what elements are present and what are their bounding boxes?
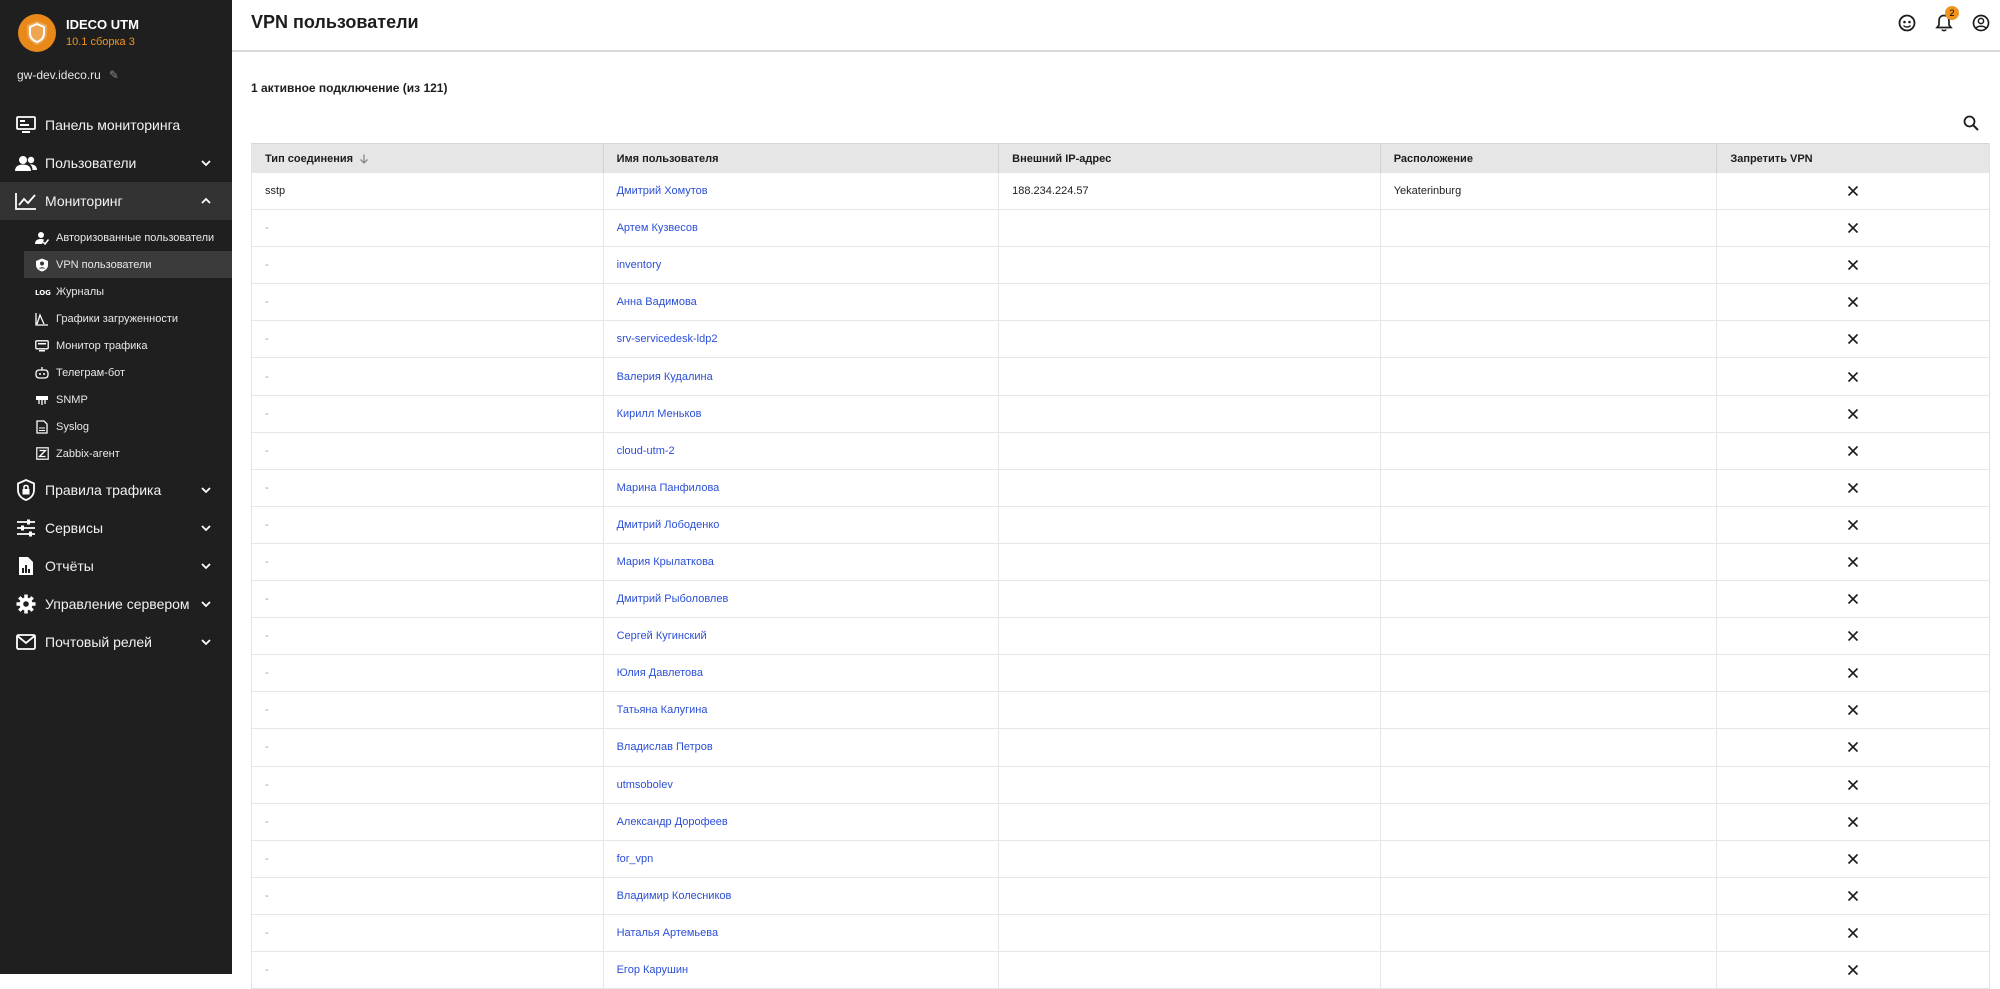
brand[interactable] (18, 14, 139, 52)
svg-text:LOG: LOG (35, 288, 51, 297)
sidebar-item-logs[interactable] (0, 278, 232, 305)
cell-block-vpn (1717, 247, 1989, 283)
cell-location (1381, 210, 1718, 246)
close-icon[interactable] (1847, 519, 1859, 531)
cell-location (1381, 618, 1718, 654)
cell-block-vpn (1717, 915, 1989, 951)
sidebar-item-vpn-users[interactable] (24, 251, 232, 278)
cell-connection-type: - (252, 396, 604, 432)
cell-location: Yekaterinburg (1381, 173, 1718, 209)
cell-block-vpn (1717, 470, 1989, 506)
sidebar (0, 0, 232, 974)
cell-location (1381, 915, 1718, 951)
sidebar-item-load-graphs[interactable] (0, 305, 232, 332)
cell-location (1381, 321, 1718, 357)
table-row (252, 804, 1989, 841)
close-icon[interactable] (1847, 296, 1859, 308)
search-icon[interactable] (1962, 114, 1980, 132)
cell-external-ip (999, 247, 1381, 283)
close-icon[interactable] (1847, 630, 1859, 642)
sidebar-nav (0, 106, 232, 661)
column-header-connection-type[interactable] (252, 144, 604, 173)
column-header-username[interactable] (604, 144, 1000, 173)
cell-username-link[interactable]: cloud-utm-2 (604, 433, 1000, 469)
cell-connection-type: - (252, 321, 604, 357)
table-row (252, 470, 1989, 507)
cell-connection-type: - (252, 618, 604, 654)
cell-username-link[interactable]: utmsobolev (604, 767, 1000, 803)
cell-username-link[interactable]: Дмитрий Лободенко (604, 507, 1000, 543)
cell-external-ip (999, 915, 1381, 951)
cell-username-link[interactable]: Дмитрий Рыболовлев (604, 581, 1000, 617)
cell-external-ip (999, 655, 1381, 691)
sidebar-subitem-label: SNMP (56, 393, 88, 406)
cell-location (1381, 507, 1718, 543)
sidebar-item-label: Отчёты (45, 558, 94, 574)
monitor-dashboard-icon (15, 114, 37, 136)
sidebar-item-mail-relay[interactable] (0, 623, 232, 661)
column-header-label: Расположение (1393, 152, 1473, 165)
cell-username-link[interactable]: inventory (604, 247, 1000, 283)
cell-connection-type: - (252, 692, 604, 728)
table-row (252, 321, 1989, 358)
close-icon[interactable] (1847, 333, 1859, 345)
column-header-label: Запретить VPN (1730, 152, 1813, 165)
chevron-down-icon (200, 598, 212, 610)
table-row (252, 284, 1989, 321)
chevron-down-icon (200, 157, 212, 169)
cell-connection-type: - (252, 915, 604, 951)
cell-connection-type: - (252, 470, 604, 506)
table-header (252, 143, 1989, 173)
gear-icon (15, 593, 37, 615)
cell-external-ip (999, 952, 1381, 988)
cell-external-ip (999, 544, 1381, 580)
cell-connection-type: - (252, 581, 604, 617)
cell-location (1381, 767, 1718, 803)
cell-location (1381, 655, 1718, 691)
cell-block-vpn (1717, 767, 1989, 803)
cell-block-vpn (1717, 841, 1989, 877)
sidebar-item-label: Сервисы (45, 520, 104, 536)
cell-external-ip (999, 767, 1381, 803)
cell-username-link[interactable]: Владимир Колесников (604, 878, 1000, 914)
cell-location (1381, 247, 1718, 283)
cell-connection-type: - (252, 878, 604, 914)
cell-connection-type: sstp (252, 173, 604, 209)
sidebar-item-label: Управление сервером (45, 596, 190, 612)
cell-location (1381, 284, 1718, 320)
sidebar-item-label: Почтовый релей (45, 634, 152, 650)
cell-external-ip (999, 841, 1381, 877)
user-check-icon (34, 230, 50, 246)
sidebar-item-dashboard[interactable] (0, 106, 232, 144)
cell-location (1381, 470, 1718, 506)
close-icon[interactable] (1847, 927, 1859, 939)
column-header-label: Тип соединения (265, 152, 354, 165)
cell-block-vpn (1717, 692, 1989, 728)
cell-username-link[interactable]: Артем Кузвесов (604, 210, 1000, 246)
cell-external-ip (999, 729, 1381, 765)
table-row (252, 433, 1989, 470)
close-icon[interactable] (1847, 593, 1859, 605)
sliders-icon (15, 517, 37, 539)
close-icon[interactable] (1847, 853, 1859, 865)
table-body (252, 173, 1989, 989)
close-icon[interactable] (1847, 408, 1859, 420)
report-file-icon (15, 555, 37, 577)
cell-connection-type: - (252, 210, 604, 246)
sidebar-subitem-label: Монитор трафика (56, 339, 148, 352)
cell-username-link[interactable]: Сергей Кугинский (604, 618, 1000, 654)
cell-external-ip (999, 507, 1381, 543)
cell-connection-type: - (252, 284, 604, 320)
column-header-external-ip[interactable] (999, 144, 1381, 173)
table-row (252, 210, 1989, 247)
cell-block-vpn (1717, 396, 1989, 432)
table-row (252, 618, 1989, 655)
edit-pencil-icon[interactable]: ✎ (108, 68, 119, 82)
sidebar-subitem-label: Zabbix-агент (56, 447, 120, 460)
sidebar-item-reports[interactable] (0, 547, 232, 585)
table-row (252, 952, 1989, 989)
header-actions (1881, 8, 1992, 34)
cell-external-ip (999, 804, 1381, 840)
cell-external-ip (999, 396, 1381, 432)
table-row (252, 507, 1989, 544)
cell-username-link[interactable]: Мария Крылаткова (604, 544, 1000, 580)
robot-icon (34, 365, 50, 381)
cell-block-vpn (1717, 952, 1989, 988)
cell-external-ip (999, 618, 1381, 654)
cell-connection-type: - (252, 841, 604, 877)
cell-external-ip (999, 358, 1381, 394)
cell-username-link[interactable]: for_vpn (604, 841, 1000, 877)
cell-external-ip (999, 321, 1381, 357)
cell-connection-type: - (252, 507, 604, 543)
graph-icon (34, 311, 50, 327)
cell-username-link[interactable]: srv-servicedesk-ldp2 (604, 321, 1000, 357)
sidebar-item-traffic-monitor[interactable] (0, 332, 232, 359)
close-icon[interactable] (1847, 259, 1859, 271)
cell-block-vpn (1717, 284, 1989, 320)
column-header-label: Имя пользователя (616, 152, 719, 165)
cell-location (1381, 878, 1718, 914)
table-row (252, 358, 1989, 395)
cell-block-vpn (1717, 804, 1989, 840)
cell-location (1381, 358, 1718, 394)
sidebar-item-users[interactable] (0, 144, 232, 182)
cell-username-link[interactable]: Валерия Кудалина (604, 358, 1000, 394)
column-header-label: Внешний IP-адрес (1012, 152, 1112, 165)
sidebar-subitem-label: Syslog (56, 420, 90, 433)
file-icon (34, 419, 50, 435)
table-row (252, 767, 1989, 804)
network-device-icon (34, 392, 50, 408)
cell-connection-type: - (252, 544, 604, 580)
page-title: VPN пользователи (251, 12, 419, 32)
account-circle-icon[interactable] (1970, 12, 1992, 34)
vpn-users-table (251, 143, 1990, 989)
zabbix-icon (34, 446, 50, 462)
sidebar-item-syslog[interactable] (0, 413, 232, 440)
column-header-block-vpn (1717, 144, 1989, 173)
sort-arrow-down-icon (358, 153, 370, 165)
cell-block-vpn (1717, 321, 1989, 357)
cell-connection-type: - (252, 655, 604, 691)
cell-block-vpn (1717, 358, 1989, 394)
column-header-location[interactable] (1381, 144, 1718, 173)
active-connections-summary: 1 активное подключение (из 121) (251, 81, 448, 95)
shield-lock-icon (15, 479, 37, 501)
notifications-bell-icon[interactable] (1933, 8, 1955, 34)
close-icon[interactable] (1847, 964, 1859, 976)
close-icon[interactable] (1847, 704, 1859, 716)
cell-location (1381, 544, 1718, 580)
cell-block-vpn (1717, 878, 1989, 914)
cell-username-link[interactable]: Наталья Артемьева (604, 915, 1000, 951)
log-icon (34, 284, 50, 300)
sidebar-subitem-label: Графики загруженности (56, 312, 178, 325)
cell-username-link[interactable]: Егор Карушин (604, 952, 1000, 988)
table-row (252, 173, 1989, 210)
table-row (252, 247, 1989, 284)
mail-icon (15, 631, 37, 653)
cell-external-ip (999, 284, 1381, 320)
close-icon[interactable] (1847, 445, 1859, 457)
cell-location (1381, 692, 1718, 728)
sidebar-subitem-label: Авторизованные пользователи (56, 231, 215, 244)
cell-block-vpn (1717, 581, 1989, 617)
monitor-icon (34, 338, 50, 354)
notification-badge: 2 (1945, 6, 1959, 20)
cell-external-ip (999, 581, 1381, 617)
cell-external-ip (999, 210, 1381, 246)
cell-block-vpn (1717, 507, 1989, 543)
cell-location (1381, 729, 1718, 765)
sidebar-item-traffic-rules[interactable] (0, 471, 232, 509)
cell-external-ip (999, 470, 1381, 506)
cell-connection-type: - (252, 952, 604, 988)
chevron-down-icon (200, 636, 212, 648)
close-icon[interactable] (1847, 185, 1859, 197)
close-icon[interactable] (1847, 371, 1859, 383)
sidebar-item-server-management[interactable] (0, 585, 232, 623)
cell-username-link[interactable]: Юлия Давлетова (604, 655, 1000, 691)
cell-connection-type: - (252, 804, 604, 840)
close-icon[interactable] (1847, 482, 1859, 494)
close-icon[interactable] (1847, 816, 1859, 828)
table-row (252, 729, 1989, 766)
cell-location (1381, 581, 1718, 617)
sidebar-subitem-label: VPN пользователи (56, 258, 152, 271)
cell-username-link[interactable]: Дмитрий Хомутов (604, 173, 1000, 209)
chevron-down-icon (200, 560, 212, 572)
cell-username-link[interactable]: Марина Панфилова (604, 470, 1000, 506)
cell-location (1381, 952, 1718, 988)
users-icon (15, 152, 37, 174)
table-row (252, 581, 1989, 618)
sidebar-item-telegram-bot[interactable] (0, 359, 232, 386)
cell-location (1381, 841, 1718, 877)
table-row (252, 878, 1989, 915)
shield-logo-icon (18, 14, 56, 52)
cell-block-vpn (1717, 729, 1989, 765)
cell-block-vpn (1717, 210, 1989, 246)
support-icon[interactable] (1896, 12, 1918, 34)
close-icon[interactable] (1847, 890, 1859, 902)
cell-block-vpn (1717, 433, 1989, 469)
sidebar-item-label: Пользователи (45, 155, 137, 171)
cell-external-ip (999, 878, 1381, 914)
cell-connection-type: - (252, 433, 604, 469)
cell-block-vpn (1717, 173, 1989, 209)
sidebar-item-snmp[interactable] (0, 386, 232, 413)
chart-line-icon (15, 190, 37, 212)
sidebar-subitem-label: Журналы (56, 285, 105, 298)
close-icon[interactable] (1847, 741, 1859, 753)
cell-location (1381, 396, 1718, 432)
table-row (252, 544, 1989, 581)
top-header (232, 0, 2000, 52)
cell-block-vpn (1717, 618, 1989, 654)
table-row (252, 841, 1989, 878)
cell-block-vpn (1717, 655, 1989, 691)
cell-username-link[interactable]: Кирилл Меньков (604, 396, 1000, 432)
cell-external-ip (999, 433, 1381, 469)
sidebar-item-label: Мониторинг (45, 193, 123, 209)
cell-connection-type: - (252, 247, 604, 283)
cell-block-vpn (1717, 544, 1989, 580)
cell-external-ip: 188.234.224.57 (999, 173, 1381, 209)
cell-username-link[interactable]: Татьяна Калугина (604, 692, 1000, 728)
cell-connection-type: - (252, 729, 604, 765)
cell-external-ip (999, 692, 1381, 728)
cell-location (1381, 433, 1718, 469)
cell-location (1381, 804, 1718, 840)
cell-username-link[interactable]: Александр Дорофеев (604, 804, 1000, 840)
close-icon[interactable] (1847, 556, 1859, 568)
hostname-text: gw-dev.ideco.ru (17, 68, 101, 82)
sidebar-item-authorized-users[interactable] (0, 224, 232, 251)
close-icon[interactable] (1847, 779, 1859, 791)
table-row (252, 655, 1989, 692)
cell-connection-type: - (252, 767, 604, 803)
sidebar-item-label: Правила трафика (45, 482, 162, 498)
hostname (17, 68, 119, 82)
sidebar-subitem-label: Телеграм-бот (56, 366, 126, 379)
chevron-up-icon (200, 195, 212, 207)
vpn-shield-user-icon (34, 257, 50, 273)
chevron-down-icon (200, 522, 212, 534)
cell-username-link[interactable]: Владислав Петров (604, 729, 1000, 765)
brand-version: 10.1 сборка 3 (66, 36, 135, 48)
cell-username-link[interactable]: Анна Вадимова (604, 284, 1000, 320)
table-row (252, 692, 1989, 729)
chevron-down-icon (200, 484, 212, 496)
sidebar-item-label: Панель мониторинга (45, 117, 181, 133)
table-row (252, 396, 1989, 433)
sidebar-item-monitoring[interactable] (0, 182, 232, 220)
brand-name: IDECO UTM (66, 17, 139, 32)
close-icon[interactable] (1847, 222, 1859, 234)
close-icon[interactable] (1847, 667, 1859, 679)
monitoring-submenu (0, 220, 232, 471)
sidebar-item-services[interactable] (0, 509, 232, 547)
table-row (252, 915, 1989, 952)
cell-connection-type: - (252, 358, 604, 394)
sidebar-item-zabbix[interactable] (0, 440, 232, 467)
